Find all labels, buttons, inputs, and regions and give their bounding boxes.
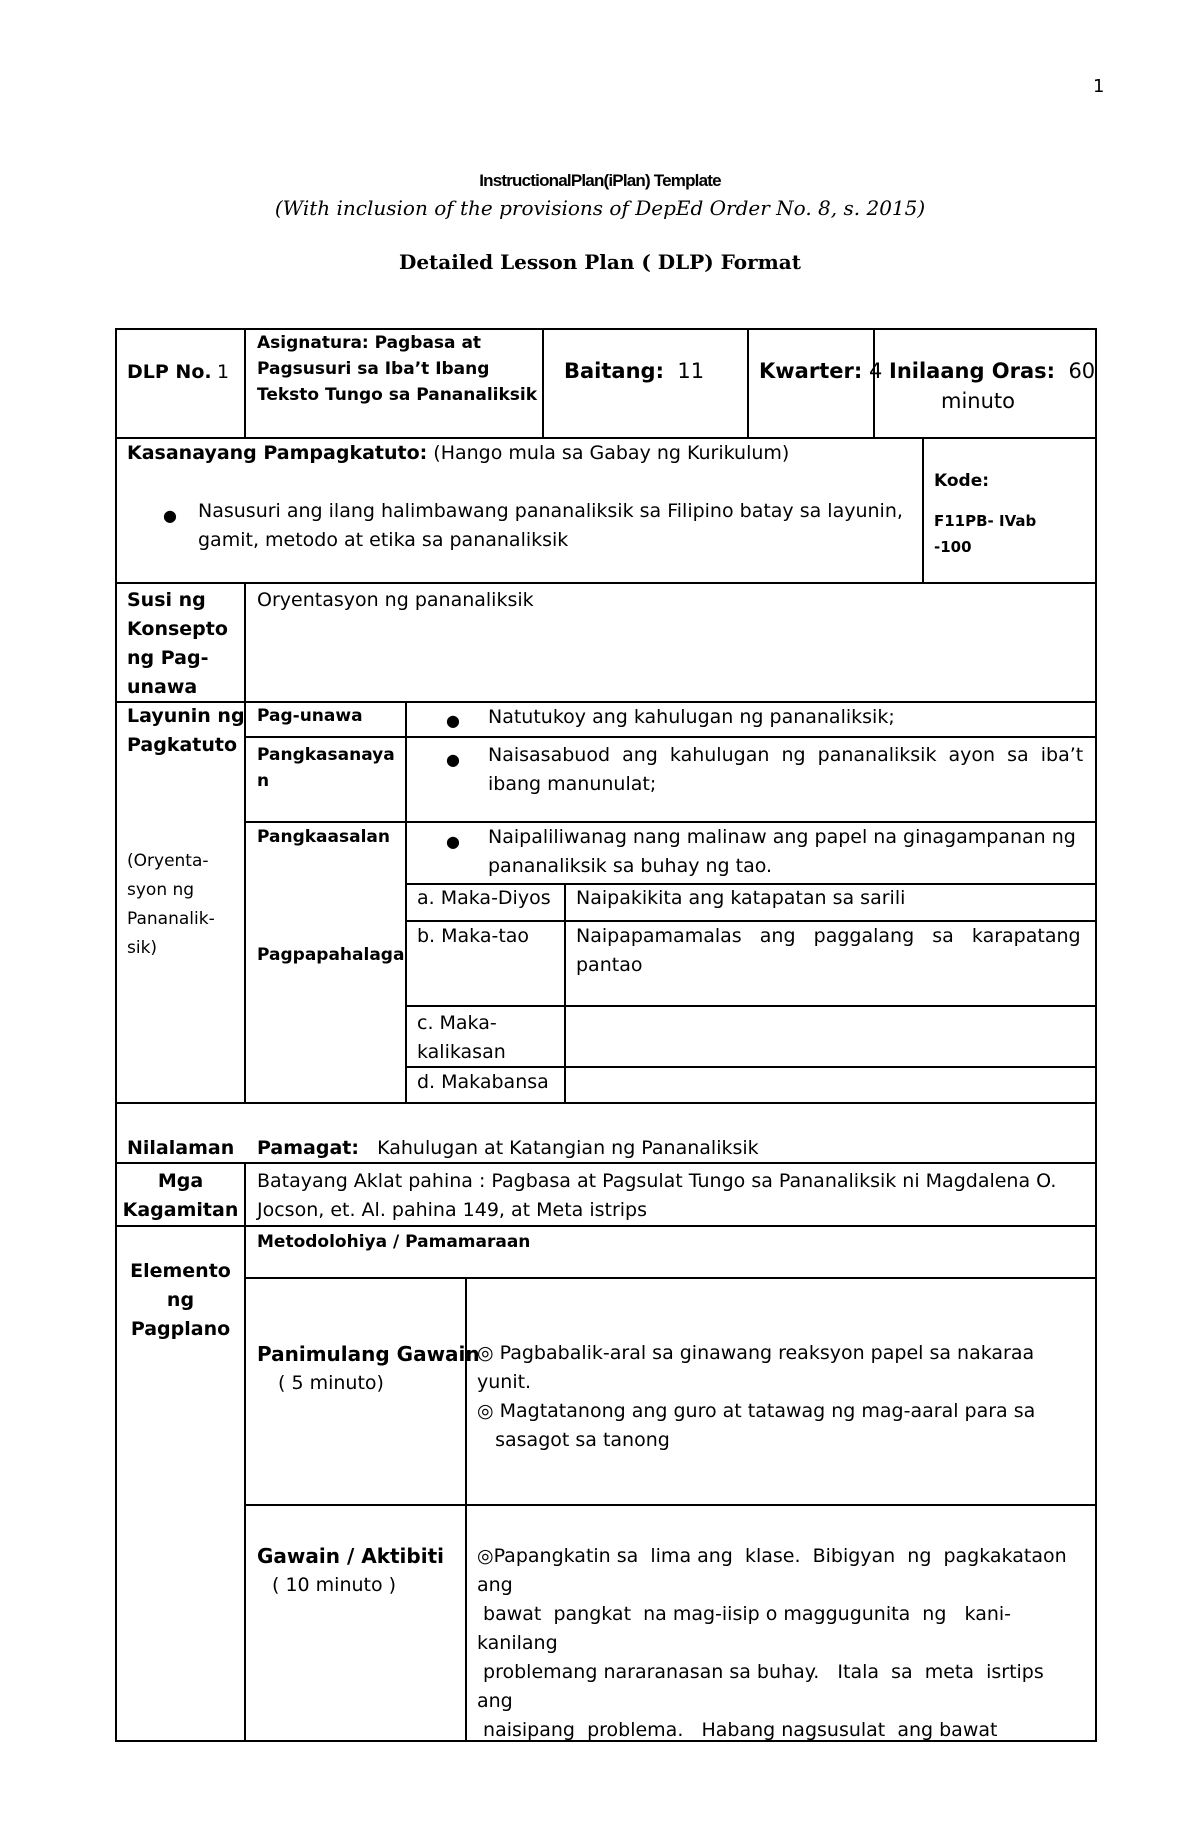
domain-pag-unawa: Pag-unawa: [257, 706, 363, 726]
domain-pangkasanayan: Pangkasanaya n: [257, 745, 395, 791]
panimula-title: Panimulang Gawain: [257, 1342, 480, 1366]
template-subtitle: (With inclusion of the provisions of DepEd Order No. 8, s. 2015): [274, 196, 926, 220]
kode-value: F11PB- IVab -100: [934, 512, 1037, 556]
makabansa-label: d. Makabansa: [417, 1071, 549, 1093]
domain-pangkaasalan: Pangkaasalan: [257, 827, 390, 847]
gawain-duration: ( 10 minuto ): [272, 1574, 397, 1596]
dlp-no-value: 1: [217, 361, 230, 383]
gawain-title: Gawain / Aktibiti: [257, 1544, 444, 1568]
kagamitan-label: Mga Kagamitan: [122, 1170, 239, 1221]
objective-pangkaasalan: Naipaliliwanag nang malinaw ang papel na ginagampanan ng pananaliksik sa buhay ng tao.: [488, 826, 1076, 877]
inilaang-oras: Inilaang Oras: 60: [889, 359, 1096, 383]
elemento-label: Elemento ng Pagplano: [130, 1260, 231, 1340]
baitang: Baitang: 11: [564, 359, 705, 383]
dlp-no-label: DLP No.: [127, 361, 212, 383]
inilaang-oras-unit: minuto: [941, 389, 1015, 413]
maka-diyos-label: a. Maka-Diyos: [417, 887, 551, 909]
kasanayan-text: Nasusuri ang ilang halimbawang pananaliksik sa Filipino batay sa layunin, gamit, metodo at etika sa pananaliksik: [198, 500, 903, 551]
layunin-label: Layunin ng Pagkatuto: [127, 705, 245, 756]
panimula-activities: ◎ Pagbabalik-aral sa ginawang reaksyon papel sa nakaraa yunit. ◎ Magtatanong ang guro at tatawag ng mag-aaral para sa sasagot sa tanong: [477, 1342, 1036, 1451]
objective-pangkasanayan: Naisasabuod ang kahulugan ng pananaliksik ayon sa iba’t ibang manunulat;: [488, 744, 1084, 795]
domain-pagpapahalaga: Pagpapahalaga: [257, 945, 405, 965]
gawain-activities: ◎Papangkatin sa lima ang klase. Bibigyan ng pagkakataon ang bawat pangkat na mag-iisip o maggugunita ng kani- kanilang problemang nararanasan sa buhay. Itala sa meta isrtips ang naisipang problema. Habang nagsusulat ang bawat: [477, 1545, 1067, 1741]
layunin-note: (Oryenta- syon ng Pananalik- sik): [127, 851, 215, 958]
page-number: 1: [1093, 76, 1105, 97]
asignatura: Asignatura: Pagbasa at Pagsusuri sa Iba’t Ibang Teksto Tungo sa Pananaliksik: [257, 333, 538, 405]
bullet-icon: ●: [446, 711, 460, 730]
maka-tao-label: b. Maka-tao: [417, 925, 530, 947]
panimula-duration: ( 5 minuto): [278, 1372, 384, 1394]
metodolohiya-heading: Metodolohiya / Pamamaraan: [257, 1232, 531, 1252]
kasanayan-heading: Kasanayang Pampagkatuto: (Hango mula sa Gabay ng Kurikulum): [127, 442, 790, 464]
kwarter: Kwarter: 4: [759, 359, 883, 383]
nilalaman-label: Nilalaman: [127, 1137, 235, 1159]
bullet-icon: ●: [446, 750, 460, 769]
maka-tao-value: Naipapamamalas ang paggalang sa karapatang pantao: [576, 925, 1081, 976]
susi-label: Susi ng Konsepto ng Pag- unawa: [127, 589, 228, 698]
dlp-format-title: Detailed Lesson Plan ( DLP) Format: [398, 250, 802, 274]
susi-value: Oryentasyon ng pananaliksik: [257, 589, 534, 611]
maka-diyos-value: Naipakikita ang katapatan sa sarili: [576, 887, 906, 909]
kagamitan-text: Batayang Aklat pahina : Pagbasa at Pagsulat Tungo sa Pananaliksik ni Magdalena O. Jocson, et. Al. pahina 149, at Meta istrips: [257, 1170, 1057, 1221]
kode-label: Kode:: [934, 471, 990, 491]
pamagat: Pamagat: Kahulugan at Katangian ng Pananaliksik: [257, 1137, 759, 1159]
bullet-icon: ●: [163, 506, 177, 525]
objective-pag-unawa: Natutukoy ang kahulugan ng pananaliksik;: [488, 706, 895, 728]
bullet-icon: ●: [446, 832, 460, 851]
maka-kalikasan-label: c. Maka- kalikasan: [417, 1012, 506, 1063]
template-title: InstructionalPlan(iPlan) Template: [479, 171, 721, 190]
